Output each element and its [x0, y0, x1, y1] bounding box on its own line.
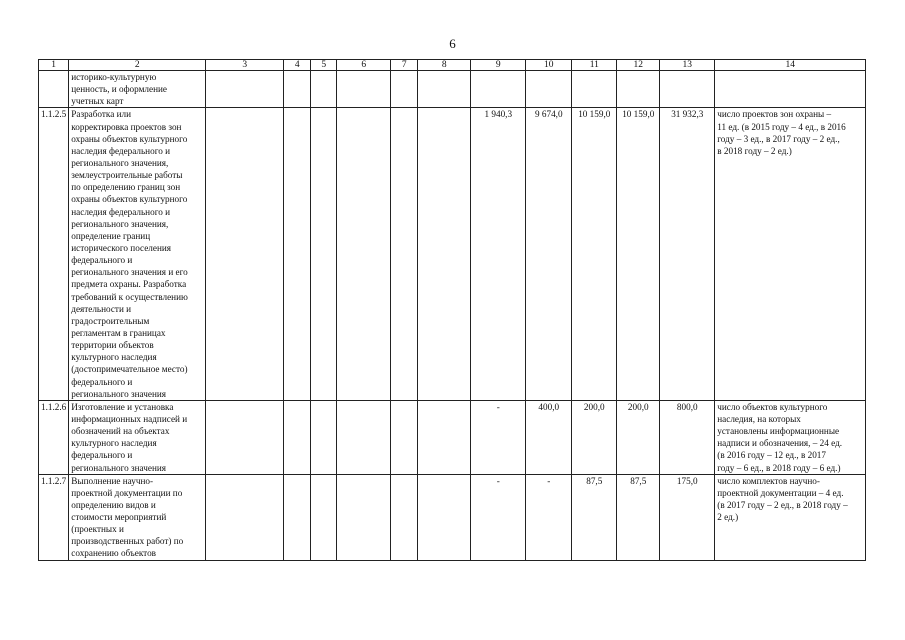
column-header: 2: [69, 60, 206, 71]
column-header: 10: [526, 60, 572, 71]
description-line: деятельности и: [71, 303, 132, 314]
result-line: (в 2016 году – 12 ед., в 2017: [717, 450, 826, 461]
value-c11: 10 159,0: [572, 108, 617, 400]
empty-cell: [311, 474, 337, 560]
row-description: [69, 474, 206, 560]
description-line: исторического поселения: [71, 242, 172, 253]
table-row: [39, 474, 866, 560]
empty-cell: [337, 400, 391, 474]
column-header: 6: [337, 60, 391, 71]
description-line: Выполнение научно-: [71, 475, 154, 486]
column-header: 3: [206, 60, 284, 71]
value-c9: [471, 71, 526, 108]
result-line: 2 ед.): [717, 512, 739, 523]
value-c12: 10 159,0: [617, 108, 660, 400]
result-line: 11 ед. (в 2015 году – 4 ед., в 2016: [717, 121, 846, 132]
row-description: [69, 400, 206, 474]
description-line: проектной документации по: [71, 487, 183, 498]
column-header: 13: [660, 60, 715, 71]
column-header: 1: [39, 60, 69, 71]
row-result: [715, 474, 866, 560]
value-c9: 1 940,3: [471, 108, 526, 400]
row-result: [715, 400, 866, 474]
result-line: году – 6 ед., в 2018 году – 6 ед.): [717, 462, 841, 473]
description-line: федерального и: [71, 376, 133, 387]
description-line: регионального значения: [71, 462, 167, 473]
result-line: установлены информационные: [717, 426, 840, 437]
description-line: (проектных и: [71, 524, 124, 535]
result-line: число комплектов научно-: [717, 475, 820, 486]
empty-cell: [418, 108, 471, 400]
row-description: [69, 71, 206, 108]
description-line: культурного наследия: [71, 438, 157, 449]
row-description: [69, 108, 206, 400]
table-header-row: [39, 60, 866, 71]
empty-cell: [337, 474, 391, 560]
empty-cell: [337, 71, 391, 108]
description-line: охраны объектов культурного: [71, 133, 188, 144]
row-code: 1.1.2.5: [39, 108, 69, 400]
empty-cell: [284, 108, 311, 400]
description-line: предмета охраны. Разработка: [71, 279, 187, 290]
description-line: (достопримечательное место): [71, 364, 188, 375]
description-line: регионального значения: [71, 388, 167, 399]
result-line: наследия, на которых: [717, 413, 801, 424]
result-line: число проектов зон охраны –: [717, 109, 832, 120]
description-line: ценность, и оформление: [71, 84, 167, 95]
empty-cell: [206, 474, 284, 560]
value-c12: 200,0: [617, 400, 660, 474]
column-header: 9: [471, 60, 526, 71]
description-line: производственных работ) по: [71, 536, 184, 547]
description-line: учетных карт: [71, 96, 124, 107]
row-code: [39, 71, 69, 108]
description-line: определение границ: [71, 230, 151, 241]
empty-cell: [418, 71, 471, 108]
value-c11: 200,0: [572, 400, 617, 474]
empty-cell: [418, 400, 471, 474]
column-header: 7: [391, 60, 418, 71]
page-number: 6: [449, 36, 456, 51]
row-result: [715, 71, 866, 108]
description-line: стоимости мероприятий: [71, 512, 167, 523]
empty-cell: [391, 400, 418, 474]
description-line: наследия федерального и: [71, 145, 171, 156]
description-line: землеустроительные работы: [71, 170, 183, 181]
description-line: регламентам в границах: [71, 327, 166, 338]
empty-cell: [391, 474, 418, 560]
value-c10: 400,0: [526, 400, 572, 474]
value-c13: 800,0: [660, 400, 715, 474]
empty-cell: [311, 400, 337, 474]
description-line: определению видов и: [71, 499, 156, 510]
value-c10: -: [526, 474, 572, 560]
description-line: территории объектов: [71, 340, 154, 351]
description-line: наследия федерального и: [71, 206, 171, 217]
description-line: федерального и: [71, 450, 133, 461]
description-line: по определению границ зон: [71, 182, 181, 193]
empty-cell: [418, 474, 471, 560]
description-line: обозначений на объектах: [71, 426, 170, 437]
result-line: году – 3 ед., в 2017 году – 2 ед.,: [717, 133, 840, 144]
column-header: 8: [418, 60, 471, 71]
result-line: в 2018 году – 2 ед.): [717, 145, 792, 156]
value-c11: [572, 71, 617, 108]
empty-cell: [311, 108, 337, 400]
table-row: [39, 71, 866, 108]
column-header: 11: [572, 60, 617, 71]
empty-cell: [391, 108, 418, 400]
program-table: [38, 59, 866, 561]
table-row: [39, 108, 866, 400]
empty-cell: [337, 108, 391, 400]
description-line: Разработка или: [71, 109, 132, 120]
empty-cell: [284, 400, 311, 474]
value-c9: -: [471, 474, 526, 560]
description-line: Изготовление и установка: [71, 401, 174, 412]
value-c11: 87,5: [572, 474, 617, 560]
column-header: 12: [617, 60, 660, 71]
value-c10: [526, 71, 572, 108]
row-code: 1.1.2.6: [39, 400, 69, 474]
empty-cell: [206, 400, 284, 474]
description-line: информационных надписей и: [71, 413, 188, 424]
description-line: регионального значения,: [71, 218, 169, 229]
description-line: корректировка проектов зон: [71, 121, 182, 132]
column-header: 4: [284, 60, 311, 71]
description-line: историко-культурную: [71, 72, 157, 82]
row-code: 1.1.2.7: [39, 474, 69, 560]
value-c10: 9 674,0: [526, 108, 572, 400]
empty-cell: [311, 71, 337, 108]
value-c9: -: [471, 400, 526, 474]
table-row: [39, 400, 866, 474]
column-header: 5: [311, 60, 337, 71]
result-line: (в 2017 году – 2 ед., в 2018 году –: [717, 499, 848, 510]
empty-cell: [284, 71, 311, 108]
value-c12: [617, 71, 660, 108]
description-line: требований к осуществлению: [71, 291, 188, 302]
description-line: регионального значения и его: [71, 267, 188, 278]
description-line: регионального значения,: [71, 157, 169, 168]
empty-cell: [284, 474, 311, 560]
result-line: надписи и обозначения, – 24 ед.: [717, 438, 843, 449]
column-header: 14: [715, 60, 866, 71]
empty-cell: [206, 108, 284, 400]
description-line: культурного наследия: [71, 352, 157, 363]
description-line: федерального и: [71, 255, 133, 266]
row-result: [715, 108, 866, 400]
value-c13: [660, 71, 715, 108]
empty-cell: [206, 71, 284, 108]
empty-cell: [391, 71, 418, 108]
description-line: градостроительным: [71, 315, 150, 326]
value-c13: 31 932,3: [660, 108, 715, 400]
value-c13: 175,0: [660, 474, 715, 560]
description-line: охраны объектов культурного: [71, 194, 188, 205]
value-c12: 87,5: [617, 474, 660, 560]
result-line: число объектов культурного: [717, 401, 828, 412]
description-line: сохранению объектов: [71, 548, 156, 559]
result-line: проектной документации – 4 ед.: [717, 487, 844, 498]
